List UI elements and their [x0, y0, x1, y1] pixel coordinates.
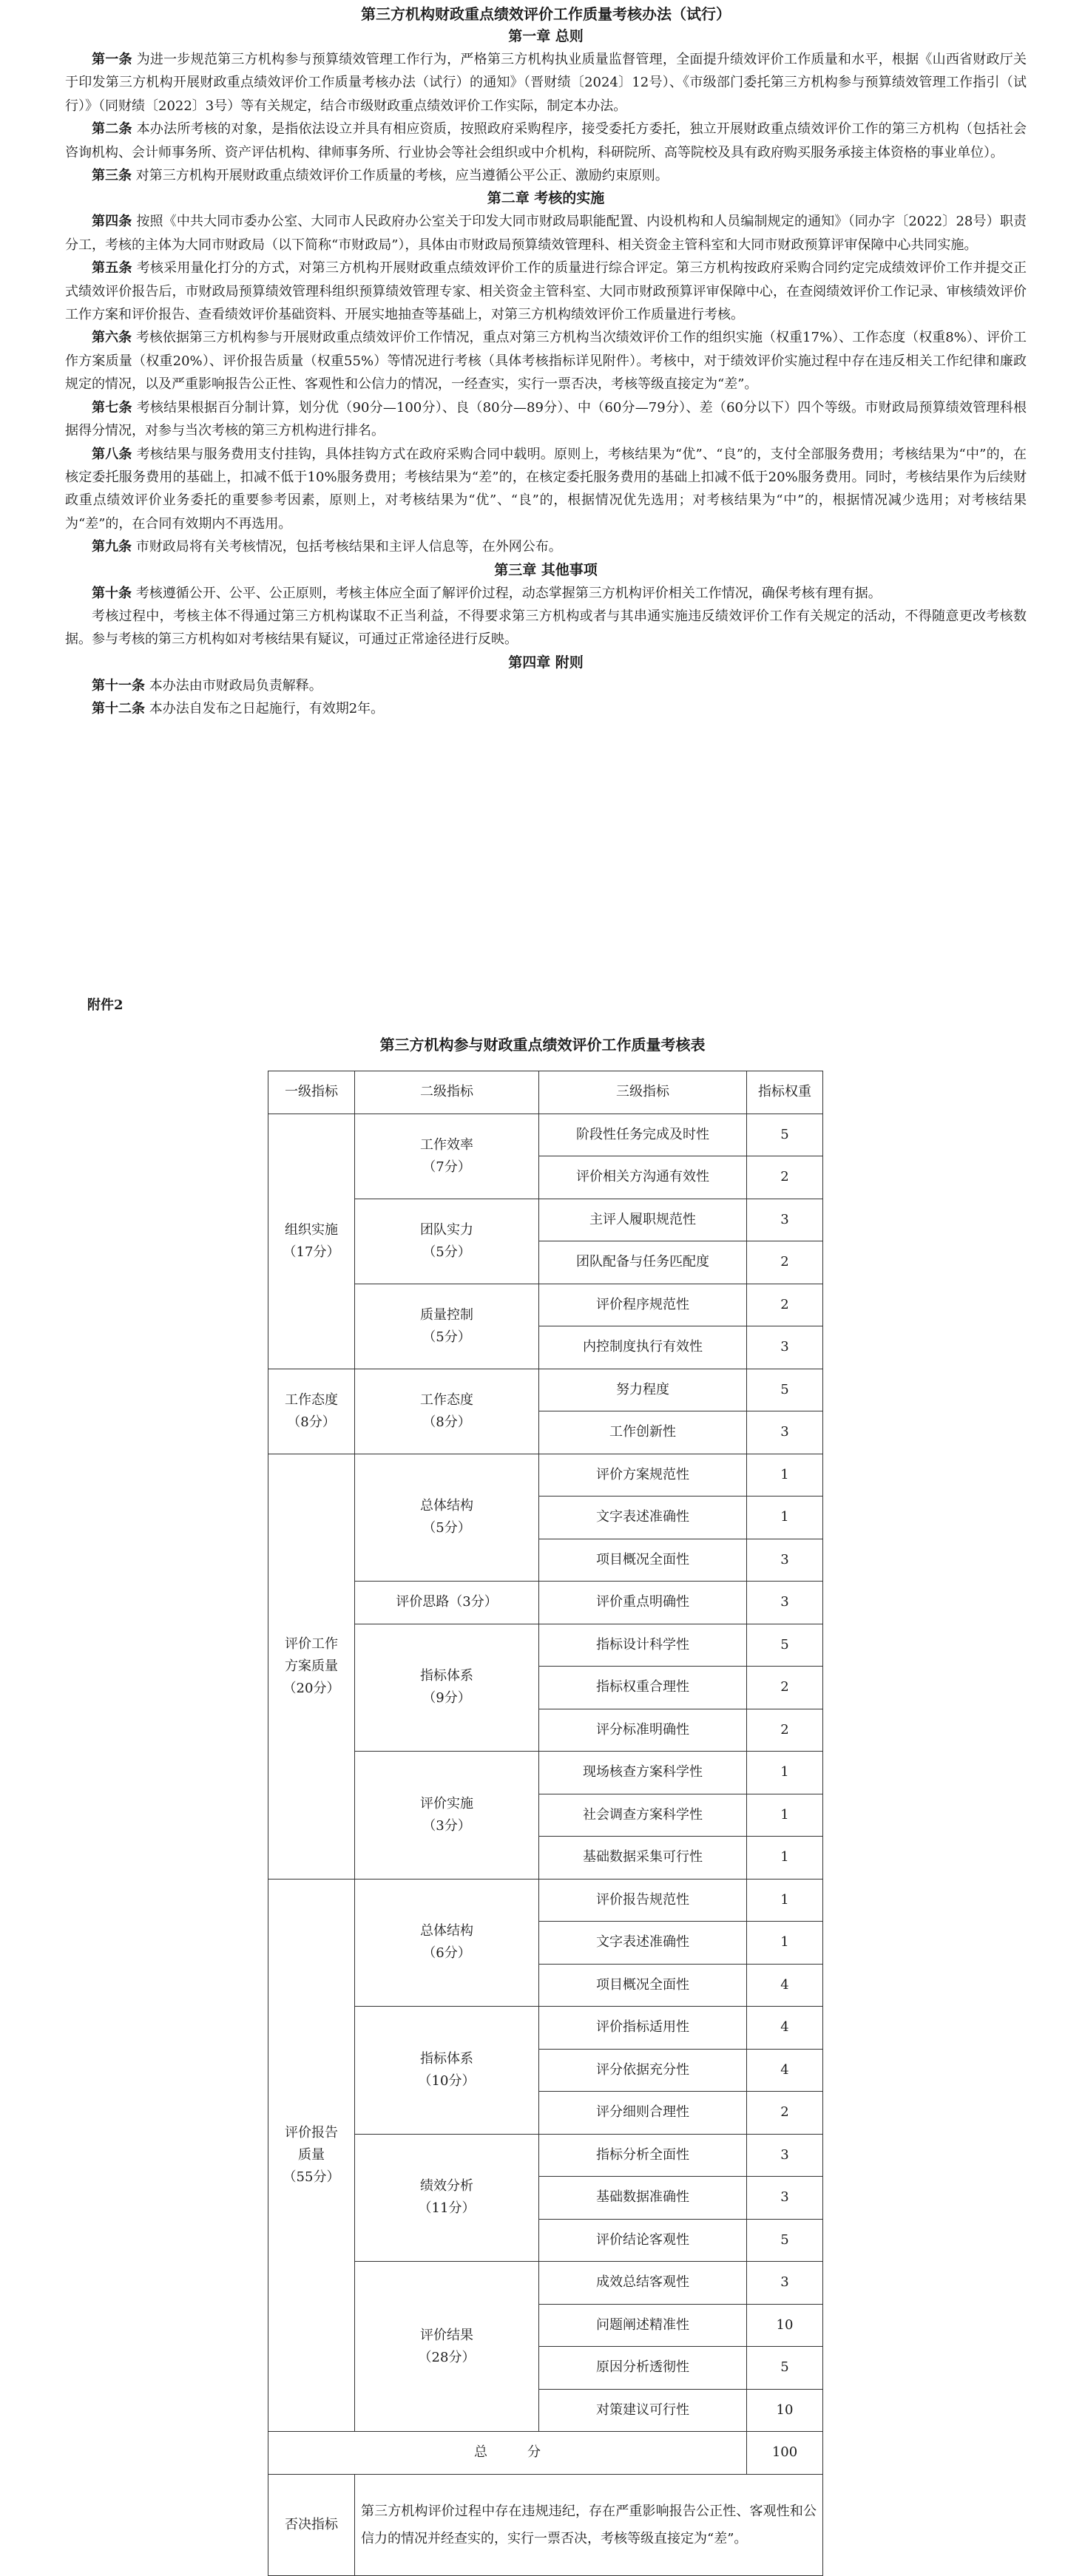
indicator-weight: 2 [747, 1667, 823, 1709]
chapter-heading: 第二章 考核的实施 [487, 190, 605, 207]
level3-indicator: 团队配备与任务匹配度 [539, 1241, 747, 1284]
indicator-weight: 5 [747, 1624, 823, 1667]
level3-indicator: 阶段性任务完成及时性 [539, 1114, 747, 1156]
level1-indicator: 评价工作 方案质量 （20分） [268, 1454, 355, 1879]
level2-indicator: 总体结构 （5分） [355, 1454, 539, 1582]
column-header: 一级指标 [268, 1071, 355, 1114]
indicator-weight: 1 [747, 1794, 823, 1837]
article-paragraph [65, 443, 1027, 536]
column-header: 指标权重 [747, 1071, 823, 1114]
level2-indicator: 工作效率 （7分） [355, 1114, 539, 1199]
level3-indicator: 项目概况全面性 [539, 1539, 747, 1582]
level3-indicator: 现场核查方案科学性 [539, 1752, 747, 1794]
article-paragraph [65, 582, 1027, 605]
article-number: 第一条 [92, 52, 132, 67]
indicator-weight: 5 [747, 1369, 823, 1411]
indicator-weight: 1 [747, 1879, 823, 1922]
article-number: 第二条 [92, 121, 132, 138]
level3-indicator: 成效总结客观性 [539, 2262, 747, 2305]
level3-indicator: 评分细则合理性 [539, 2092, 747, 2135]
veto-label: 否决指标 [268, 2474, 355, 2575]
indicator-weight: 2 [747, 1709, 823, 1752]
article-paragraph [65, 535, 1027, 558]
level3-indicator: 评价方案规范性 [539, 1454, 747, 1497]
article-paragraph [65, 48, 1027, 118]
article-paragraph [65, 164, 1027, 187]
level1-indicator: 工作态度 （8分） [268, 1369, 355, 1454]
article-number: 第八条 [92, 446, 132, 462]
level3-indicator: 问题阐述精准性 [539, 2304, 747, 2347]
total-value: 100 [747, 2432, 823, 2475]
level3-indicator: 评价相关方沟通有效性 [539, 1156, 747, 1199]
table-row [268, 1114, 823, 1156]
level3-indicator: 指标设计科学性 [539, 1624, 747, 1667]
level2-indicator: 指标体系 （9分） [355, 1624, 539, 1752]
level3-indicator: 对策建议可行性 [539, 2389, 747, 2432]
level3-indicator: 评价指标适用性 [539, 2007, 747, 2050]
level2-indicator: 评价思路（3分） [355, 1582, 539, 1624]
level3-indicator: 基础数据采集可行性 [539, 1837, 747, 1880]
table-title: 第三方机构参与财政重点绩效评价工作质量考核表 [379, 1036, 706, 1054]
indicator-weight: 1 [747, 1752, 823, 1794]
level3-indicator: 基础数据准确性 [539, 2177, 747, 2220]
column-header: 三级指标 [539, 1071, 747, 1114]
indicator-weight: 3 [747, 1539, 823, 1582]
level3-indicator: 社会调查方案科学性 [539, 1794, 747, 1837]
article-number: 第四条 [92, 214, 132, 230]
article-text: 市财政局将有关考核情况，包括考核结果和主评人信息等，在外网公布。 [135, 539, 562, 555]
article-number: 第十二条 [92, 701, 145, 717]
level2-indicator: 指标体系 （10分） [355, 2007, 539, 2135]
table-row [268, 1369, 823, 1411]
level3-indicator: 文字表述准确性 [539, 1922, 747, 1965]
indicator-weight: 3 [747, 1326, 823, 1369]
table-row [268, 1879, 823, 1922]
indicator-weight: 3 [747, 2262, 823, 2305]
indicator-weight: 2 [747, 1241, 823, 1284]
chapter-heading: 第一章 总则 [508, 28, 584, 44]
attachment-label: 附件2 [87, 997, 124, 1013]
level3-indicator: 评分依据充分性 [539, 2049, 747, 2092]
total-label: 总 分 [268, 2432, 747, 2475]
article-text: 本办法所考核的对象，是指依法设立并具有相应资质，按照政府采购程序，接受委托方委托，独立开展财政重点绩效评价工作的第三方机构（包括社会咨询机构、会计师事务所、资产评估机构、律师事务所、行业协会等社会组织或中介机构，科研院所、高等院校及具有政府购买服务承接主体资格的事业单位）。 [65, 121, 1027, 160]
article-number: 第七条 [92, 399, 132, 416]
article-paragraph [65, 674, 1027, 697]
article-paragraph [65, 697, 1027, 720]
article-number: 第九条 [92, 539, 132, 555]
article-paragraph [65, 605, 1027, 651]
indicator-weight: 3 [747, 2134, 823, 2177]
level2-indicator: 总体结构 （6分） [355, 1879, 539, 2007]
article-number: 第三条 [92, 168, 132, 184]
article-paragraph [65, 210, 1027, 257]
indicator-weight: 4 [747, 2007, 823, 2050]
article-number: 第十条 [92, 585, 132, 601]
level3-indicator: 评价结论客观性 [539, 2219, 747, 2262]
level3-indicator: 评价程序规范性 [539, 1284, 747, 1326]
level3-indicator: 评价重点明确性 [539, 1582, 747, 1624]
level3-indicator: 内控制度执行有效性 [539, 1326, 747, 1369]
evaluation-table [268, 1071, 823, 2576]
veto-text: 第三方机构评价过程中存在违规违纪，存在严重影响报告公正性、客观性和公信力的情况并经查实的，实行一票否决，考核等级直接定为“差”。 [355, 2474, 823, 2575]
level2-indicator: 工作态度 （8分） [355, 1369, 539, 1454]
level1-indicator: 组织实施 （17分） [268, 1114, 355, 1369]
indicator-weight: 1 [747, 1837, 823, 1880]
article-text: 考核结果根据百分制计算，划分优（90分—100分）、良（80分—89分）、中（60分—79分）、差（60分以下）四个等级。市财政局预算绩效管理科根据得分情况，对参与当次考核的第三方机构进行排名。 [65, 399, 1027, 439]
article-number: 第五条 [92, 260, 132, 277]
article-text: 本办法由市财政局负责解释。 [149, 677, 322, 694]
level2-indicator: 评价结果 （28分） [355, 2262, 539, 2432]
indicator-weight: 5 [747, 2219, 823, 2262]
indicator-weight: 5 [747, 1114, 823, 1156]
level2-indicator: 评价实施 （3分） [355, 1752, 539, 1880]
indicator-weight: 1 [747, 1922, 823, 1965]
level3-indicator: 评分标准明确性 [539, 1709, 747, 1752]
article-text: 考核过程中，考核主体不得通过第三方机构谋取不正当利益，不得要求第三方机构或者与其串通实施违反绩效评价工作有关规定的活动，不得随意更改考核数据。参与考核的第三方机构如对考核结果有疑议，可通过正常途径进行反映。 [65, 608, 1027, 648]
table-header-row [268, 1071, 823, 1114]
article-text: 本办法自发布之日起施行，有效期2年。 [149, 701, 385, 717]
article-text: 考核结果与服务费用支付挂钩，具体挂钩方式在政府采购合同中载明。原则上，考核结果为“优”、“良”的，支付全部服务费用；考核结果为“中”的，在核定委托服务费用的基础上，扣减不低于10%服务费用；考核结果为“差”的，在核定委托服务费用的基础上扣减不低于20%服务费用。同时，考核结果作为后续财政重点绩效评价业务委托的重要参考因素，原则上，对考核结果为“优”、“良”的，根据情况优先选用；对考核结果为“中”的，根据情况减少选用；对考核结果为“差”的，在合同有效期内不再选用。 [65, 446, 1027, 532]
chapter-heading: 第三章 其他事项 [494, 561, 598, 578]
level3-indicator: 主评人履职规范性 [539, 1199, 747, 1241]
level2-indicator: 团队实力 （5分） [355, 1199, 539, 1284]
article-text: 为进一步规范第三方机构参与预算绩效管理工作行为，严格第三方机构执业质量监督管理，全面提升绩效评价工作质量和水平，根据《山西省财政厅关于印发第三方机构开展财政重点绩效评价工作质量考核办法（试行）的通知》（晋财绩〔2024〕12号）、《市级部门委托第三方机构参与预算绩效管理工作指引（试行）》（同财绩〔2022〕3号）等有关规定，结合市级财政重点绩效评价工作实际，制定本办法。 [65, 52, 1027, 114]
indicator-weight: 1 [747, 1454, 823, 1497]
table-row [268, 1454, 823, 1497]
indicator-weight: 3 [747, 1582, 823, 1624]
level3-indicator: 文字表述准确性 [539, 1497, 747, 1539]
indicator-weight: 2 [747, 2092, 823, 2135]
chapter-heading: 第四章 附则 [508, 654, 584, 671]
level3-indicator: 指标分析全面性 [539, 2134, 747, 2177]
indicator-weight: 3 [747, 2177, 823, 2220]
indicator-weight: 3 [747, 1199, 823, 1241]
article-text: 对第三方机构开展财政重点绩效评价工作质量的考核，应当遵循公平公正、激励约束原则。 [135, 168, 669, 184]
total-row [268, 2432, 823, 2475]
article-paragraph [65, 396, 1027, 443]
level1-indicator: 评价报告 质量 （55分） [268, 1879, 355, 2432]
indicator-weight: 10 [747, 2304, 823, 2347]
article-text: 考核遵循公开、公平、公正原则，考核主体应全面了解评价过程，动态掌握第三方机构评价相关工作情况，确保考核有理有据。 [135, 585, 882, 601]
article-paragraph [65, 326, 1027, 396]
indicator-weight: 3 [747, 1411, 823, 1454]
indicator-weight: 10 [747, 2389, 823, 2432]
level3-indicator: 原因分析透彻性 [539, 2347, 747, 2390]
document-title: 第三方机构财政重点绩效评价工作质量考核办法（试行） [361, 5, 731, 23]
level3-indicator: 指标权重合理性 [539, 1667, 747, 1709]
article-text: 考核采用量化打分的方式，对第三方机构开展财政重点绩效评价工作的质量进行综合评定。第三方机构按政府采购合同约定完成绩效评价工作并提交正式绩效评价报告后，市财政局预算绩效管理科组织预算绩效管理专家、相关资金主管科室、大同市财政预算评审保障中心，在查阅绩效评价工作记录、审核绩效评价工作方案和评价报告、查看绩效评价基础资料、开展实地抽查等基础上，对第三方机构绩效评价工作质量进行考核。 [65, 260, 1027, 323]
article-paragraph [65, 118, 1027, 164]
veto-row [268, 2474, 823, 2575]
level2-indicator: 绩效分析 （11分） [355, 2134, 539, 2262]
level3-indicator: 工作创新性 [539, 1411, 747, 1454]
indicator-weight: 5 [747, 2347, 823, 2390]
article-text: 考核依据第三方机构参与开展财政重点绩效评价工作情况，重点对第三方机构当次绩效评价工作的组织实施（权重17%）、工作态度（权重8%）、评价工作方案质量（权重20%）、评价报告质量（权重55%）等情况进行考核（具体考核指标详见附件）。考核中，对于绩效评价实施过程中存在违反相关工作纪律和廉政规定的情况，以及严重影响报告公正性、客观性和公信力的情况，一经查实，实行一票否决，考核等级直接定为“差”。 [65, 330, 1027, 393]
indicator-weight: 2 [747, 1156, 823, 1199]
level3-indicator: 努力程度 [539, 1369, 747, 1411]
article-paragraph [65, 257, 1027, 326]
indicator-weight: 4 [747, 2049, 823, 2092]
level2-indicator: 质量控制 （5分） [355, 1284, 539, 1369]
indicator-weight: 2 [747, 1284, 823, 1326]
column-header: 二级指标 [355, 1071, 539, 1114]
level3-indicator: 评价报告规范性 [539, 1879, 747, 1922]
indicator-weight: 4 [747, 1964, 823, 2007]
level3-indicator: 项目概况全面性 [539, 1964, 747, 2007]
article-number: 第十一条 [92, 677, 145, 694]
article-text: 按照《中共大同市委办公室、大同市人民政府办公室关于印发大同市财政局职能配置、内设机构和人员编制规定的通知》（同办字〔2022〕28号）职责分工，考核的主体为大同市财政局（以下简称“市财政局”），具体由市财政局预算绩效管理科、相关资金主管科室和大同市财政预算评审保障中心共同实施。 [65, 214, 1027, 253]
regulation-document [65, 0, 1027, 721]
indicator-weight: 1 [747, 1497, 823, 1539]
article-number: 第六条 [92, 330, 132, 346]
